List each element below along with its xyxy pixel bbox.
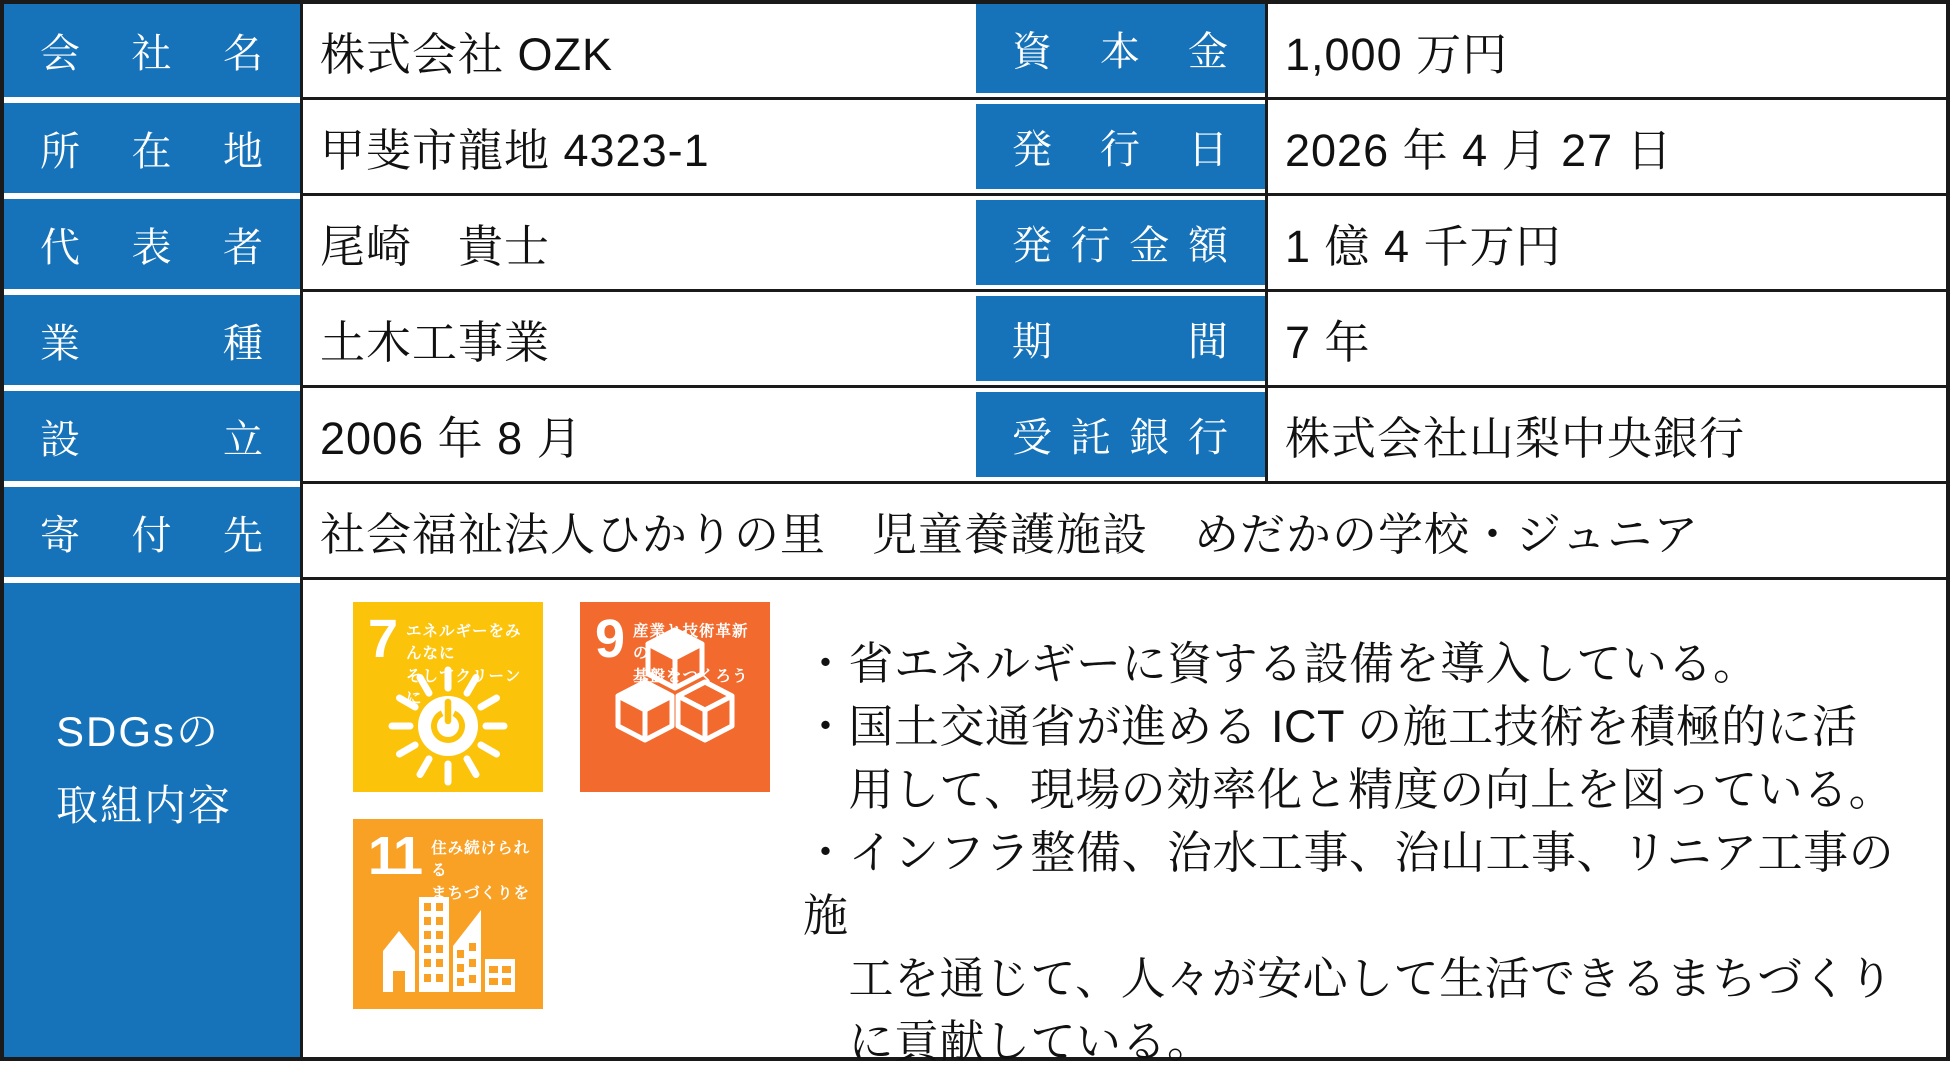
sdgs-line: に貢献している。 xyxy=(803,1016,1213,1067)
sdg-tiles xyxy=(353,602,770,1009)
header-cell-representative xyxy=(4,196,303,292)
header-cell-sdgs xyxy=(4,580,303,1057)
value-representative: 尾崎 貴士 xyxy=(303,196,976,292)
sdg9-number: 9 xyxy=(595,609,624,669)
sdg11-title: 住み続けられる まちづくりを xyxy=(431,840,531,902)
header-cell-capital xyxy=(976,4,1268,100)
header-label: 代表者 xyxy=(40,225,264,270)
value-donation: 社会福祉法人ひかりの里 児童養護施設 めだかの学校・ジュニア xyxy=(303,484,1946,580)
header-cell-industry xyxy=(4,292,303,388)
sdg11-tile xyxy=(353,819,543,1009)
header-cell-issue-date xyxy=(976,100,1268,196)
value-period: 7 年 xyxy=(1268,292,1946,388)
value-company-name: 株式会社 OZK xyxy=(303,4,976,100)
header-label: 期間 xyxy=(1012,320,1229,364)
header-cell-period xyxy=(976,292,1268,388)
header-cell-issue-amount xyxy=(976,196,1268,292)
header-label: 業種 xyxy=(40,321,264,366)
header-cell-founded xyxy=(4,388,303,484)
sdgs-line: ・インフラ整備、治水工事、治山工事、リニア工事の施 xyxy=(803,827,1895,941)
header-label: 設立 xyxy=(40,417,264,462)
header-label: 資本金 xyxy=(1012,30,1229,74)
header-label-sdgs: SDGsの 取組内容 xyxy=(56,708,233,829)
header-label: 発行日 xyxy=(1012,128,1229,172)
header-cell-address xyxy=(4,100,303,196)
sdgs-line: 用して、現場の効率化と精度の向上を図っている。 xyxy=(803,764,1895,815)
sdg9-tile xyxy=(580,602,770,792)
value-address: 甲斐市龍地 4323-1 xyxy=(303,100,976,196)
sdgs-line: ・省エネルギーに資する設備を導入している。 xyxy=(803,638,1759,689)
header-label: 発行金額 xyxy=(1012,224,1229,268)
header-label: 寄付先 xyxy=(40,513,264,558)
sdg7-number: 7 xyxy=(368,609,397,669)
sdgs-line: ・国土交通省が進める ICT の施工技術を積極的に活 xyxy=(803,701,1858,752)
value-founded: 2006 年 8 月 xyxy=(303,388,976,484)
value-capital: 1,000 万円 xyxy=(1268,4,1946,100)
sdg9-title: 産業と技術革新の 基盤をつくろう xyxy=(633,623,749,685)
sdgs-content-cell xyxy=(303,580,1946,1067)
sdg11-number: 11 xyxy=(368,826,422,886)
sdg7-title: エネルギーをみんなに そしてクリーンに xyxy=(406,623,522,708)
value-trustee-bank: 株式会社山梨中央銀行 xyxy=(1268,388,1946,484)
value-industry: 土木工事業 xyxy=(303,292,976,388)
header-cell-donation xyxy=(4,484,303,580)
sdgs-line: 工を通じて、人々が安心して生活できるまちづくり xyxy=(803,953,1894,1004)
header-cell-company-name xyxy=(4,4,303,100)
value-issue-date: 2026 年 4 月 27 日 xyxy=(1268,100,1946,196)
header-label: 受託銀行 xyxy=(1012,416,1229,460)
header-label: 会社名 xyxy=(40,32,264,76)
value-issue-amount: 1 億 4 千万円 xyxy=(1268,196,1946,292)
header-label: 所在地 xyxy=(40,129,264,174)
sdgs-description xyxy=(803,632,1930,1073)
header-cell-trustee-bank xyxy=(976,388,1268,484)
sdg7-tile xyxy=(353,602,543,792)
